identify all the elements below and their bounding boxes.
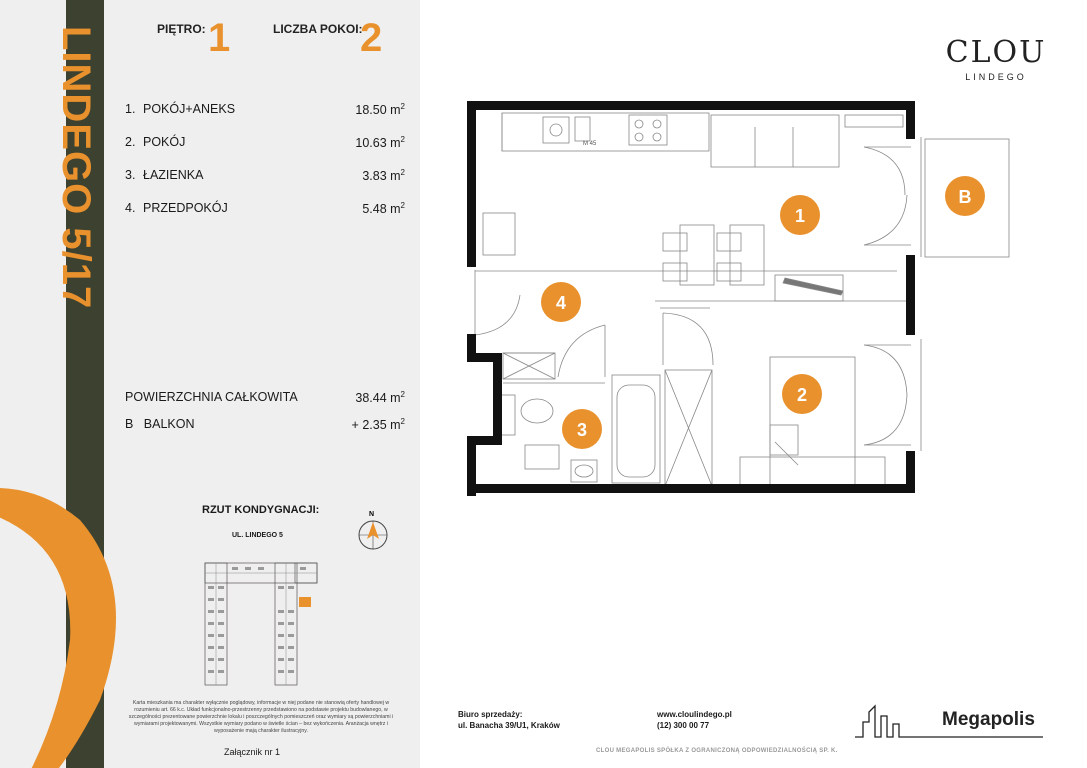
room-row bbox=[125, 98, 405, 131]
megapolis-brand: Megapolis bbox=[942, 709, 1035, 730]
compass-icon bbox=[356, 508, 390, 552]
room-name: POKÓJ+ANEKS bbox=[143, 102, 236, 116]
room-row bbox=[125, 131, 405, 164]
total-area-label: POWIERZCHNIA CAŁKOWITA bbox=[125, 390, 298, 404]
room-badge-2 bbox=[782, 374, 822, 414]
room-number: 3. bbox=[125, 168, 136, 182]
clou-logo bbox=[944, 36, 1048, 82]
room-number: 2. bbox=[125, 135, 136, 149]
floor-label: PIĘTRO: bbox=[157, 22, 206, 36]
total-area-value: 38.44 $m^2$ bbox=[355, 390, 405, 406]
room-badge-3 bbox=[562, 409, 602, 449]
website-link[interactable]: www.cloulindego.pl bbox=[657, 710, 732, 719]
room-badge-1 bbox=[780, 195, 820, 235]
room-list bbox=[125, 98, 405, 230]
sales-office-label: Biuro sprzedaży: bbox=[458, 710, 523, 719]
room-area: 18.50 $m^2$ bbox=[355, 102, 405, 118]
room-area: 5.48 $m^2$ bbox=[362, 201, 405, 217]
room-badge-4 bbox=[541, 282, 581, 322]
room-area: 10.63 $m^2$ bbox=[355, 135, 405, 151]
attachment-label: Załącznik nr 1 bbox=[224, 747, 281, 757]
street-label: UL. LINDEGO 5 bbox=[232, 532, 283, 539]
logo-wordmark: CLOU bbox=[945, 35, 1047, 70]
svg-text:2: 2 bbox=[796, 385, 808, 405]
svg-text:B: B bbox=[958, 187, 972, 207]
sales-office bbox=[458, 709, 560, 731]
floor-plan bbox=[455, 95, 1045, 505]
room-name: POKÓJ bbox=[143, 135, 186, 149]
logo-subtitle: LINDEGO bbox=[965, 72, 1027, 82]
room-name: ŁAZIENKA bbox=[143, 168, 204, 182]
svg-text:1: 1 bbox=[794, 206, 806, 226]
room-name: PRZEDPOKÓJ bbox=[143, 201, 228, 215]
svg-text:4: 4 bbox=[555, 293, 567, 313]
svg-text:3: 3 bbox=[576, 420, 588, 440]
balcony-label: B BALKON bbox=[125, 417, 195, 431]
floor-value: 1 bbox=[208, 16, 231, 60]
sales-office-address: ul. Banacha 39/U1, Kraków bbox=[458, 721, 560, 730]
building-title: LINDEGO 5/17 bbox=[54, 26, 98, 310]
rooms-count-label: LICZBA POKOI: bbox=[273, 22, 363, 36]
room-row bbox=[125, 197, 405, 230]
balcony-value: + 2.35 $m^2$ bbox=[351, 417, 405, 433]
phone-number: (12) 300 00 77 bbox=[657, 721, 710, 730]
balcony-badge bbox=[945, 176, 985, 216]
room-number: 1. bbox=[125, 102, 136, 116]
appliance-label: M 45 bbox=[583, 141, 597, 147]
contact-info bbox=[657, 709, 732, 731]
room-number: 4. bbox=[125, 201, 136, 215]
building-key-plan bbox=[200, 558, 325, 690]
floor-key-title: RZUT KONDYGNACJI: bbox=[202, 504, 320, 516]
room-area: 3.83 $m^2$ bbox=[362, 168, 405, 184]
disclaimer-text: Karta mieszkania ma charakter wyłącznie poglądowy, informacje w niej podane nie stanowią oferty handlowej w rozumieniu art. 66 k.c. Układ funkcjonalno-przestrzenny przedstawiono na podstawie projektu budowlanego, w szczególności prezentowane powierzchnie lokalu i poszczególnych pomieszczeń oraz wymiary są powierzchniami i wymiarami projektowanymi. Wszystkie wymiary podano w świetle ścian – bez wykończenia. Aranżacja wnętrz i wyposażenie mają charakter ilustracyjny. bbox=[128, 700, 394, 734]
rooms-count-value: 2 bbox=[360, 16, 383, 60]
company-name: CLOU MEGAPOLIS SPÓŁKA Z OGRANICZONĄ ODPOWIEDZIALNOŚCIĄ SP. K. bbox=[596, 748, 838, 754]
room-row bbox=[125, 164, 405, 197]
svg-text:N: N bbox=[369, 511, 375, 518]
apartment-marker bbox=[299, 597, 311, 607]
